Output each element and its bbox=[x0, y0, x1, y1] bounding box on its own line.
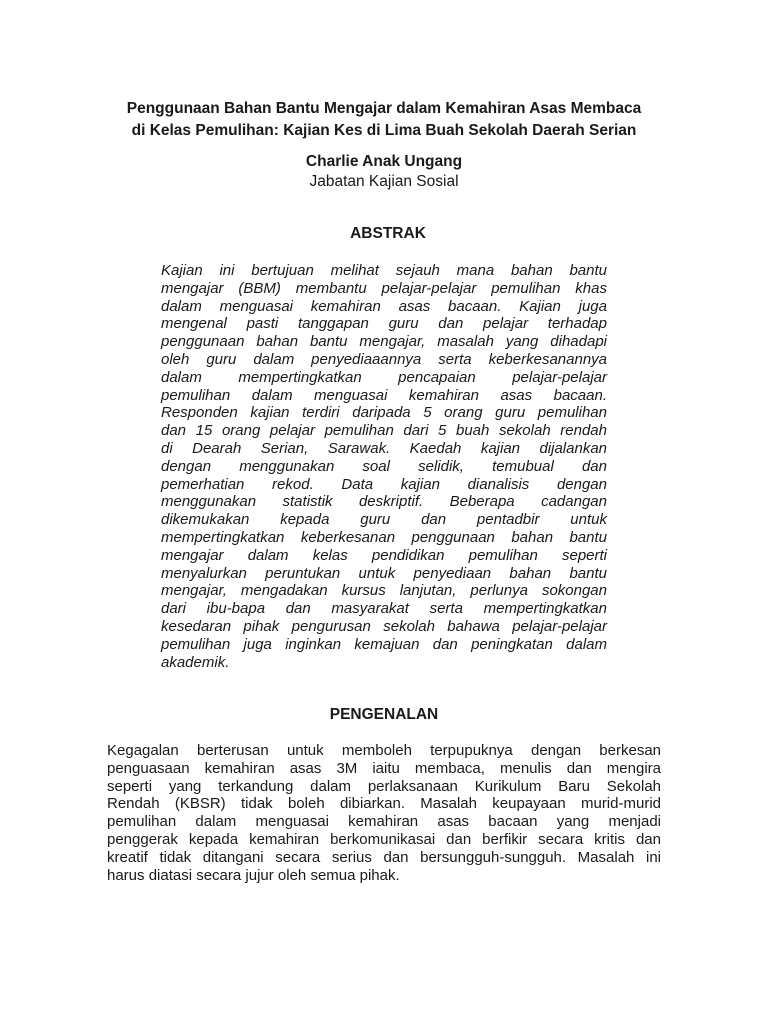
text-line: seperti yang terkandung dalam perlaksanaan Kurikulum Baru Sekolah bbox=[107, 777, 661, 795]
text-line: mengajar, mengadakan kursus lanjutan, perlunya sokongan bbox=[161, 582, 607, 600]
text-line: mengajar dalam kelas pendidikan pemulihan seperti bbox=[161, 546, 607, 564]
abstract-text bbox=[161, 262, 607, 671]
text-line: Kegagalan berterusan untuk memboleh terpupuknya dengan berkesan bbox=[107, 742, 661, 759]
text-line: penguasaan kemahiran asas 3M iaitu membaca, menulis dan mengira bbox=[107, 759, 661, 777]
text-line: dengan menggunakan soal selidik, temubual dan bbox=[161, 457, 607, 475]
text-line: Kajian ini bertujuan melihat sejauh mana bahan bantu bbox=[161, 262, 607, 279]
text-line: dari ibu-bapa dan masyarakat serta mempertingkatkan bbox=[161, 600, 607, 618]
text-line: kesedaran pihak pengurusan sekolah bahawa pelajar-pelajar bbox=[161, 617, 607, 635]
author-name: Charlie Anak Ungang bbox=[305, 153, 463, 170]
text-line: dan 15 orang pelajar pemulihan dari 5 buah sekolah rendah bbox=[161, 422, 607, 440]
paper-title-line: di Kelas Pemulihan: Kajian Kes di Lima Buah Sekolah Daerah Serian bbox=[131, 122, 637, 139]
text-line: menyalurkan peruntukan untuk penyediaan bahan bantu bbox=[161, 564, 607, 582]
text-line: harus diatasi secara jujur oleh semua pihak. bbox=[107, 866, 400, 884]
text-line: pemulihan dalam menguasai kemahiran asas bacaan yang menjadi bbox=[107, 813, 661, 831]
text-line: mempertingkatkan keberkesanan penggunaan bahan bantu bbox=[161, 528, 607, 546]
text-line: di Dearah Serian, Sarawak. Kaedah kajian dijalankan bbox=[161, 439, 607, 457]
text-line: pemulihan dalam menguasai kemahiran asas bacaan. bbox=[161, 386, 607, 404]
text-line: pemulihan juga inginkan kemajuan dan peningkatan dalam bbox=[161, 635, 607, 653]
text-line: dalam mempertingkatkan pencapaian pelajar-pelajar bbox=[161, 368, 607, 386]
text-line: Responden kajian terdiri daripada 5 orang guru pemulihan bbox=[161, 404, 607, 422]
text-line: menggunakan statistik deskriptif. Beberapa cadangan bbox=[161, 493, 607, 511]
text-line: akademik. bbox=[161, 653, 230, 671]
text-line: penggunaan bahan bantu mengajar, masalah yang dihadapi bbox=[161, 333, 607, 351]
text-line: dalam menguasai kemahiran asas bacaan. Kajian juga bbox=[161, 297, 607, 315]
text-line: mengajar (BBM) membantu pelajar-pelajar pemulihan khas bbox=[161, 279, 607, 297]
introduction-text bbox=[107, 742, 661, 884]
paper-title bbox=[60, 98, 708, 142]
author-affiliation: Jabatan Kajian Sosial bbox=[309, 173, 459, 190]
paper-title-line: Penggunaan Bahan Bantu Mengajar dalam Kemahiran Asas Membaca bbox=[126, 100, 642, 117]
text-line: pemerhatian rekod. Data kajian dianalisis dengan bbox=[161, 475, 607, 493]
text-line: Rendah (KBSR) tidak boleh dibiarkan. Masalah keupayaan murid-murid bbox=[107, 795, 661, 813]
text-line: kreatif tidak ditangani secara serius dan bersungguh-sungguh. Masalah ini bbox=[107, 848, 661, 866]
text-line: dikemukakan kepada guru dan pentadbir untuk bbox=[161, 511, 607, 529]
introduction-heading: PENGENALAN bbox=[329, 706, 439, 723]
text-line: penggerak kepada kemahiran berkomunikasai dan berfikir secara kritis dan bbox=[107, 830, 661, 848]
text-line: oleh guru dalam penyediaaannya serta keberkesanannya bbox=[161, 350, 607, 368]
abstract-heading: ABSTRAK bbox=[350, 225, 426, 242]
text-line: mengenal pasti tanggapan guru dan pelajar terhadap bbox=[161, 315, 607, 333]
